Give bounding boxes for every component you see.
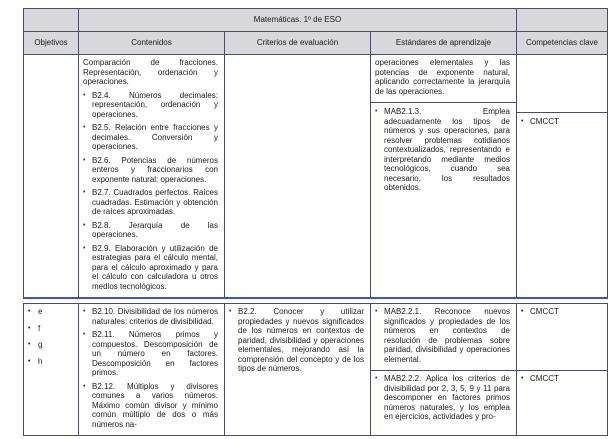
bullet-icon: •	[28, 341, 31, 348]
header-objetivos: Objetivos	[24, 32, 79, 55]
bullet-icon: •	[83, 331, 86, 338]
list-item: • B2.7. Cuadrados perfectos. Raíces cuadradas. Estimación y obtención de raíces aproximadas.	[83, 188, 218, 216]
header-competencias: Competencias clave	[517, 32, 608, 55]
estandares-cell-2a	[371, 304, 517, 371]
bullet-icon: •	[28, 357, 31, 365]
contenidos-cell-1	[79, 55, 225, 299]
list-item: • B2.10. Divisibilidad de los números naturales: criterios de divisibilidad.	[83, 307, 218, 326]
competencias-cell-2b	[517, 371, 608, 436]
criterios-cell-1	[225, 55, 371, 299]
header-criterios: Criterios de evaluación	[225, 32, 371, 55]
list-item: • B2.9. Elaboración y utilización de estrategias para el cálculo mental, para el cálculo aproximado y para el cálculo con calculadora u otros medios tecnológicos.	[83, 243, 218, 291]
objetivo-item: • h	[28, 356, 43, 366]
divider	[371, 102, 516, 103]
list-item: • B2.4. Números decimales: representación, ordenación y operaciones.	[83, 90, 218, 119]
list-item: • B2.6. Potencias de números enteros y fraccionarios con exponente natural: operaciones.	[83, 155, 218, 184]
list-item: • B2.11. Números primos y compuestos. Descomposición de un número en factores. Descomposición en factores primos.	[83, 330, 218, 377]
objetivos-cell-2	[24, 304, 79, 436]
bullet-icon: •	[83, 156, 86, 164]
divider	[517, 112, 607, 113]
spacer	[521, 58, 601, 106]
table-corner-cell	[24, 9, 79, 32]
objetivo-item: • e	[28, 307, 43, 316]
competencias-cell-2a	[517, 304, 608, 371]
bullet-icon: •	[83, 91, 86, 99]
criterios-cell-2	[225, 304, 371, 436]
bullet-icon: •	[28, 324, 31, 332]
table-title: Matemáticas. 1º de ESO	[79, 9, 517, 32]
bullet-icon: •	[83, 308, 86, 315]
bullet-icon: •	[375, 375, 378, 382]
bullet-icon: •	[375, 308, 378, 315]
list-item: • B2.8. Jerarquía de las operaciones.	[83, 220, 218, 239]
table-corner-cell-right	[517, 9, 608, 32]
bullet-icon: •	[521, 308, 524, 315]
list-item: • MAB2.2.2. Aplica los criterios de divisibilidad por 2, 3, 5, 9 y 11 para descomponer en factores primos números naturales, y los emplea en ejercicios, actividades y pro-	[375, 374, 510, 421]
bullet-icon: •	[83, 124, 86, 131]
list-item: • MAB2.2.1. Reconoce nuevos significados y propiedades de los números en contextos de resolución de problemas sobre paridad, divisibilidad y operaciones elemental.	[375, 307, 510, 364]
bullet-icon: •	[229, 308, 232, 315]
competencia-item: • CMCCT	[521, 307, 559, 316]
bullet-icon: •	[83, 382, 86, 390]
list-item: • B2.12. Múltiplos y divisores comunes a varios números. Máximo común divisor y mínimo común múltiplo de dos o más números na-	[83, 381, 218, 429]
bullet-icon: •	[375, 108, 378, 115]
bullet-icon: •	[83, 221, 86, 229]
competencia-item: • CMCCT	[521, 117, 559, 126]
list-item: • B2.5. Relación entre fracciones y decimales. Conversión y operaciones.	[83, 123, 218, 151]
contenidos-cell-2	[79, 304, 225, 436]
contenidos-intro: Comparación de fracciones. Representación, ordenación y operaciones.	[83, 58, 218, 86]
competencia-item: • CMCCT	[521, 374, 559, 383]
header-contenidos: Contenidos	[79, 32, 225, 55]
objetivo-item: • g	[28, 340, 43, 349]
bullet-icon: •	[521, 118, 524, 125]
estandares-cell-1	[371, 55, 517, 299]
bullet-icon: •	[83, 189, 86, 196]
estandares-cell-2b	[371, 371, 517, 436]
objetivos-cell-1	[24, 55, 79, 299]
estandar-continuation: operaciones elementales y las potencias de exponente natural, aplicando correctamente la jerarquía de las operaciones.	[375, 58, 510, 96]
bullet-icon: •	[521, 375, 524, 382]
competencias-cell-1	[517, 55, 608, 299]
bullet-icon: •	[83, 244, 86, 252]
curriculum-table	[23, 8, 608, 436]
header-estandares: Estándares de aprendizaje	[371, 32, 517, 55]
objetivo-item: • f	[28, 323, 41, 333]
list-item: • B2.2. Conocer y utilizar propiedades y nuevos significados de los números en contextos de paridad, divisibilidad y operaciones elementales, mejorando así la comprensión del concepto y de los tipos de números.	[229, 307, 364, 373]
list-item: • MAB2.1.3. Emplea adecuadamente los tipos de números y sus operaciones, para resolver problemas cotidianos contextualizados, representando e interpretando mediante medios tecnológicos, cuando sea necesario, los resultados obtenidos.	[375, 107, 510, 192]
bullet-icon: •	[28, 308, 31, 315]
